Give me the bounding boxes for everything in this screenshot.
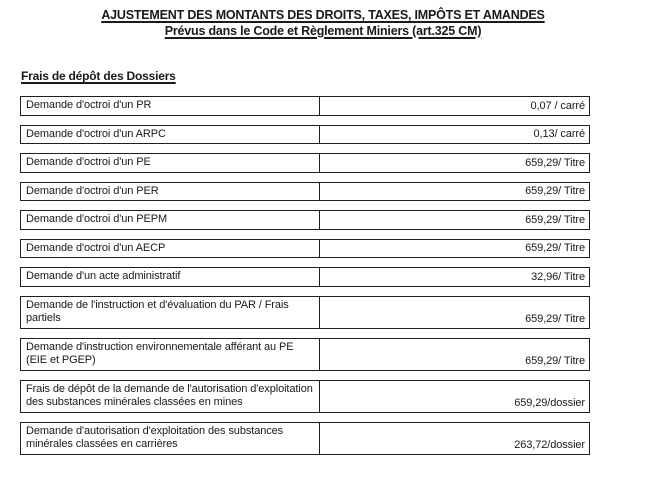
table-row: [20, 96, 590, 116]
table-row: [20, 338, 590, 371]
section-heading: Frais de dépôt des Dossiers: [21, 69, 176, 83]
document-title: [0, 0, 646, 39]
fee-label-cell: Demande d'octroi d'un AECP: [21, 240, 320, 258]
table-row: [20, 210, 590, 230]
fee-label-cell: Demande d'octroi d'un ARPC: [21, 126, 320, 144]
fee-value-cell: 659,29/ Titre: [525, 242, 585, 254]
table-row: [20, 239, 590, 259]
fee-value-cell: 263,72/dossier: [514, 438, 585, 451]
fee-value-cell: 32,96/ Titre: [531, 270, 585, 283]
fee-value-cell: 659,29/ Titre: [525, 185, 585, 197]
fee-value-cell: 659,29/dossier: [514, 396, 585, 409]
fee-label-cell: Demande d'octroi d'un PE: [21, 154, 320, 172]
fee-table: [20, 96, 590, 455]
table-row: [20, 125, 590, 145]
fee-label-cell: Frais de dépôt de la demande de l'autorisation d'exploitation des substances minérales classées en mines: [21, 381, 320, 412]
fee-label-cell: Demande d'octroi d'un PR: [21, 97, 320, 115]
fee-value-cell: 659,29/ Titre: [525, 354, 585, 367]
fee-label-cell: Demande d'octroi d'un PER: [21, 183, 320, 201]
fee-label-cell: Demande d'un acte administratif: [21, 268, 320, 286]
table-row: [20, 422, 590, 455]
table-row: [20, 182, 590, 202]
fee-label-cell: Demande d'instruction environnementale afférant au PE (EIE et PGEP): [21, 339, 320, 370]
page-title-line2: Prévus dans le Code et Règlement Miniers (art.325 CM): [164, 24, 482, 38]
table-row: [20, 380, 590, 413]
table-row: [20, 296, 590, 329]
fee-label-cell: Demande de l'instruction et d'évaluation du PAR / Frais partiels: [21, 297, 320, 328]
fee-label-cell: Demande d'autorisation d'exploitation des substances minérales classées en carrières: [21, 423, 320, 454]
fee-value-cell: 659,29/ Titre: [525, 312, 585, 325]
table-row: [20, 267, 590, 287]
fee-value-cell: 0,13/ carré: [533, 128, 585, 140]
table-row: [20, 153, 590, 173]
fee-label-cell: Demande d'octroi d'un PEPM: [21, 211, 320, 229]
page-title-line1: AJUSTEMENT DES MONTANTS DES DROITS, TAXES, IMPÔTS ET AMANDES: [101, 8, 545, 22]
fee-value-cell: 0,07 / carré: [530, 99, 585, 112]
fee-value-cell: 659,29/ Titre: [525, 156, 585, 169]
fee-value-cell: 659,29/ Titre: [525, 213, 585, 226]
